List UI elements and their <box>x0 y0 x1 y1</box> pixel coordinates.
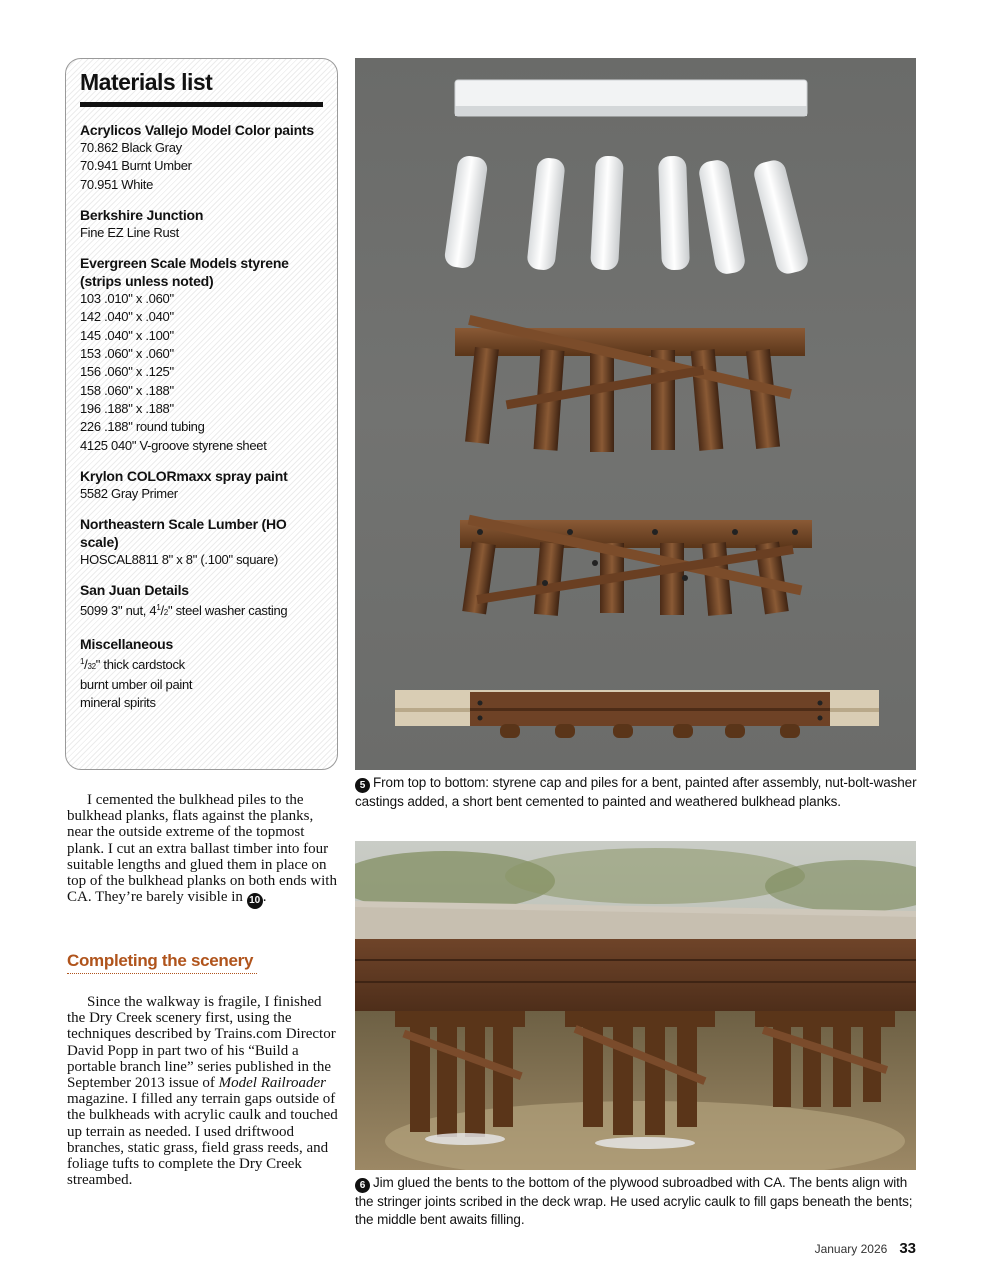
materials-item: burnt umber oil paint <box>80 677 193 693</box>
materials-group <box>80 635 323 713</box>
magazine-title: Model Railroader <box>218 1075 326 1092</box>
materials-item: 158 .060" x .188" <box>80 382 174 398</box>
fraction-numerator: 1 <box>156 603 161 613</box>
materials-group-heading: Krylon COLORmaxx spray paint <box>80 467 288 484</box>
photo-5-caption <box>355 774 920 811</box>
photo-6-illustration <box>355 841 916 1170</box>
paragraph <box>67 994 339 1188</box>
materials-item: 70.941 Burnt Umber <box>80 158 192 174</box>
page-footer <box>815 1240 916 1258</box>
materials-group-heading: Miscellaneous <box>80 635 174 652</box>
materials-group <box>80 121 323 194</box>
materials-group-heading: Acrylicos Vallejo Model Color paints <box>80 122 314 138</box>
materials-group-heading: Northeastern Scale Lumber (HO scale) <box>80 516 287 551</box>
materials-item: Fine EZ Line Rust <box>80 224 179 240</box>
paragraph-text: Since the walkway is fragile, I finished the Dry Creek scenery first, using the techniques described by Trains.com Director David Popp in part two of his “Build a portable branch line” series published in the September 2013 issue of <box>67 994 336 1092</box>
materials-item: 5582 Gray Primer <box>80 485 178 501</box>
materials-sidebar <box>65 58 338 770</box>
paragraph-text: magazine. I filled any terrain gaps outside of the bulkheads with acrylic caulk and touched up terrain as needed. I used driftwood branches, static grass, field grass reeds, and foliage tufts to complete the Dry Creek streambed. <box>67 1091 338 1189</box>
materials-item-text: " steel washer casting <box>167 603 288 619</box>
section-heading: Completing the scenery <box>67 951 257 974</box>
materials-item: 196 .188" x .188" <box>80 400 174 416</box>
materials-item-text: " thick cardstock <box>95 656 185 672</box>
materials-group <box>80 581 323 622</box>
materials-group-heading: Evergreen Scale Models styrene (strips unless noted) <box>80 255 289 290</box>
paragraph-end: . <box>262 889 267 906</box>
materials-group <box>80 206 323 242</box>
materials-item: $^1$/32" thick cardstock <box>80 656 185 672</box>
fraction-denominator: 2 <box>163 608 168 618</box>
materials-item: 70.862 Black Gray <box>80 140 182 155</box>
materials-item: 103 .010" x .060" <box>80 291 174 307</box>
photo-5-illustration <box>355 58 916 770</box>
photo-trestle-bents-installed <box>355 841 916 1170</box>
materials-item: 5099 3" nut, $4^1/2$" steel washer casting <box>80 603 288 619</box>
figure-ref-badge: 10 <box>247 893 263 909</box>
caption-text: From top to bottom: styrene cap and piles for a bent, painted after assembly, nut-bolt-washer castings added, a short bent cemented to painted and weathered bulkhead planks. <box>355 775 917 809</box>
caption-number-badge: 6 <box>355 1178 370 1193</box>
body-paragraph-1 <box>67 792 339 909</box>
materials-item: 70.951 White <box>80 176 154 192</box>
photo-bent-assembly-stages <box>355 58 916 770</box>
materials-group <box>80 254 323 455</box>
materials-item-text: 5099 3" nut, 4 <box>80 603 157 619</box>
photo-6-caption <box>355 1174 920 1228</box>
issue-date: January 2026 <box>814 1242 888 1256</box>
page-number: 33 <box>899 1240 916 1257</box>
materials-title: Materials list <box>80 69 323 107</box>
materials-group <box>80 467 323 503</box>
materials-group <box>80 515 323 569</box>
materials-group-heading: San Juan Details <box>80 582 189 599</box>
materials-item: 153 .060" x .060" <box>80 346 174 362</box>
caption-number-badge: 5 <box>355 778 370 793</box>
materials-item: 142 .040" x .040" <box>80 309 174 325</box>
materials-item: 145 .040" x .100" <box>80 327 174 343</box>
paragraph-text: I cemented the bulkhead piles to the bulkhead planks, flats against the planks, near the outside extreme of the topmost plank. I cut an extra ballast timber into four suitable lengths and glued them in place on top of the bulkhead planks on both ends with CA. They’re barely visible in <box>67 792 337 906</box>
materials-item: mineral spirits <box>80 695 156 711</box>
materials-group-heading: Berkshire Junction <box>80 206 204 223</box>
caption-text: Jim glued the bents to the bottom of the plywood subroadbed with CA. The bents align with the stringer joints scribed in the deck wrap. He used acrylic caulk to fill gaps beneath the bents; the middle bent awaits filling. <box>355 1175 913 1227</box>
materials-item: 226 .188" round tubing <box>80 419 205 435</box>
body-paragraph-2 <box>67 994 339 1188</box>
fraction-denominator: 32 <box>87 661 96 671</box>
fraction-numerator: 1 <box>80 656 85 666</box>
materials-item: 156 .060" x .125" <box>80 364 174 380</box>
materials-item: HOSCAL8811 8" x 8" (.100" square) <box>80 552 279 568</box>
materials-item: 4125 040" V-groove styrene sheet <box>80 437 267 453</box>
paragraph <box>67 792 339 909</box>
